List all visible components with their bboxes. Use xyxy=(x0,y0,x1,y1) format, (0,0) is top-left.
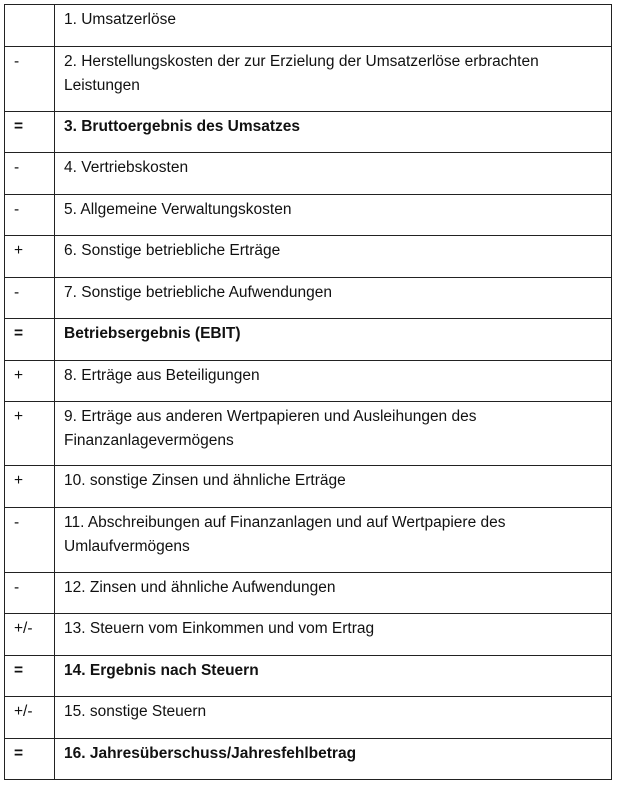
operator-cell: + xyxy=(5,402,55,466)
table-row xyxy=(5,508,612,573)
table-row xyxy=(5,656,612,697)
line-item-cell: 15. sonstige Steuern xyxy=(55,697,612,739)
table-row xyxy=(5,47,612,112)
table-row xyxy=(5,614,612,656)
line-item-cell: 11. Abschreibungen auf Finanzanlagen und auf Wertpapiere des Umlaufvermögens xyxy=(55,508,612,573)
line-item-cell: 3. Bruttoergebnis des Umsatzes xyxy=(55,112,612,153)
line-item-cell: 7. Sonstige betriebliche Aufwendungen xyxy=(55,278,612,319)
table-row xyxy=(5,195,612,236)
operator-cell xyxy=(5,5,55,47)
operator-cell: - xyxy=(5,508,55,573)
operator-cell: = xyxy=(5,319,55,361)
operator-cell: - xyxy=(5,278,55,319)
table-row xyxy=(5,153,612,195)
operator-cell: = xyxy=(5,656,55,697)
operator-cell: - xyxy=(5,195,55,236)
operator-cell: = xyxy=(5,739,55,780)
operator-cell: - xyxy=(5,47,55,112)
table-row xyxy=(5,402,612,466)
line-item-cell: 2. Herstellungskosten der zur Erzielung der Umsatzerlöse erbrachten Leistungen xyxy=(55,47,612,112)
line-item-cell: 5. Allgemeine Verwaltungskosten xyxy=(55,195,612,236)
table-row xyxy=(5,5,612,47)
operator-cell: - xyxy=(5,153,55,195)
operator-cell: +/- xyxy=(5,697,55,739)
line-item-cell: 9. Erträge aus anderen Wertpapieren und Ausleihungen des Finanzanlagevermögens xyxy=(55,402,612,466)
line-item-cell: 12. Zinsen und ähnliche Aufwendungen xyxy=(55,573,612,614)
table-row xyxy=(5,278,612,319)
operator-cell: - xyxy=(5,573,55,614)
table-row xyxy=(5,573,612,614)
operator-cell: + xyxy=(5,236,55,278)
line-item-cell: 14. Ergebnis nach Steuern xyxy=(55,656,612,697)
operator-cell: + xyxy=(5,466,55,508)
table-row xyxy=(5,236,612,278)
line-item-cell: 8. Erträge aus Beteiligungen xyxy=(55,361,612,402)
line-item-cell: 16. Jahresüberschuss/Jahresfehlbetrag xyxy=(55,739,612,780)
table-row xyxy=(5,697,612,739)
line-item-cell: 1. Umsatzerlöse xyxy=(55,5,612,47)
table-row xyxy=(5,739,612,780)
line-item-cell: 6. Sonstige betriebliche Erträge xyxy=(55,236,612,278)
line-item-cell: 13. Steuern vom Einkommen und vom Ertrag xyxy=(55,614,612,656)
line-item-cell: 4. Vertriebskosten xyxy=(55,153,612,195)
table-row xyxy=(5,361,612,402)
table-row xyxy=(5,466,612,508)
table-body xyxy=(5,5,612,780)
line-item-cell: Betriebsergebnis (EBIT) xyxy=(55,319,612,361)
income-statement-table xyxy=(4,4,612,780)
table-row xyxy=(5,112,612,153)
operator-cell: + xyxy=(5,361,55,402)
operator-cell: = xyxy=(5,112,55,153)
table-row xyxy=(5,319,612,361)
line-item-cell: 10. sonstige Zinsen und ähnliche Erträge xyxy=(55,466,612,508)
operator-cell: +/- xyxy=(5,614,55,656)
